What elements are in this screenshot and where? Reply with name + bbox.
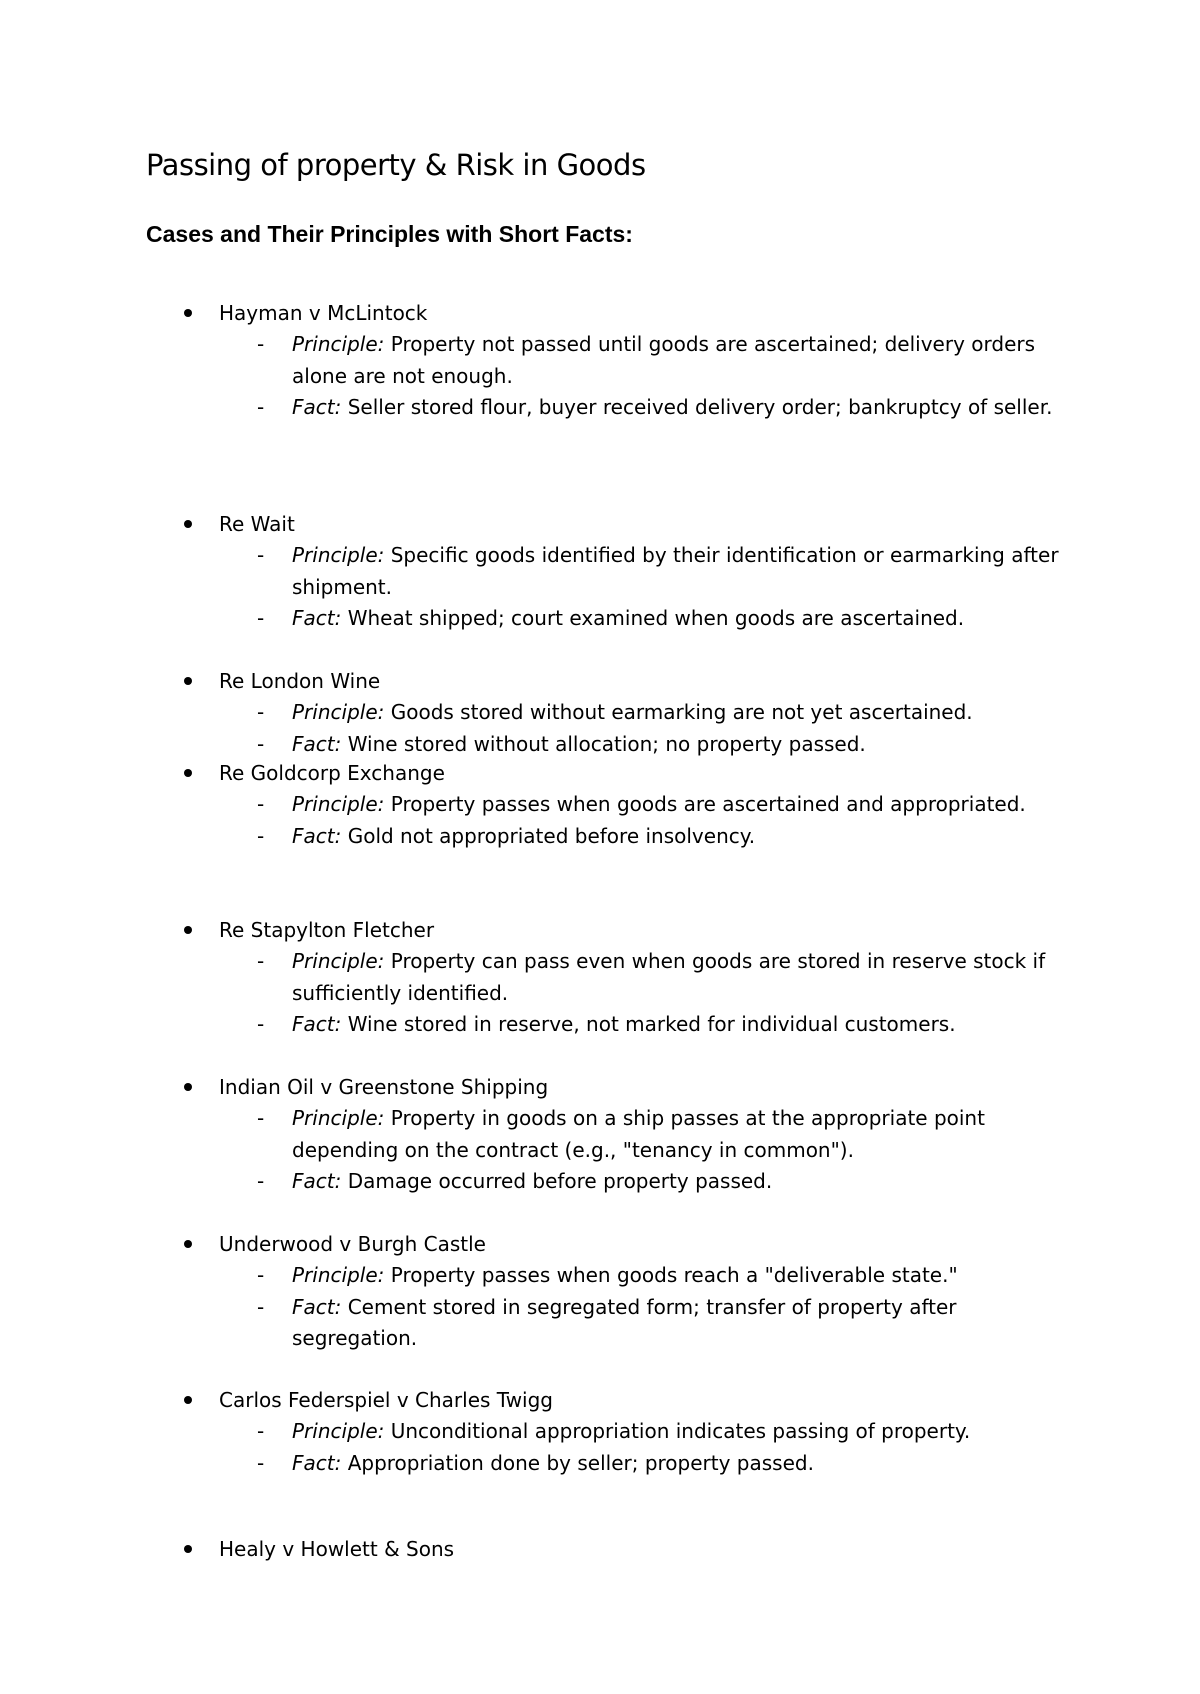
dash-icon: - xyxy=(257,949,265,973)
principle-label: Principle: xyxy=(292,792,385,816)
fact-text: Gold not appropriated before insolvency. xyxy=(347,823,756,848)
principle-label: Principle: xyxy=(292,543,385,567)
fact-text: Wheat shipped; court examined when goods are ascertained. xyxy=(347,606,965,630)
case-name: Healy v Howlett & Sons xyxy=(219,1537,455,1561)
case-principle xyxy=(257,540,1072,603)
case-principle xyxy=(257,697,1072,729)
principle-text: Goods stored without earmarking are not yet ascertained. xyxy=(390,700,973,724)
fact-label: Fact: xyxy=(292,1169,342,1193)
dash-icon: - xyxy=(257,1012,265,1036)
fact-label: Fact: xyxy=(292,395,342,419)
bullet-icon xyxy=(184,769,192,777)
principle-text: Unconditional appropriation indicates passing of property. xyxy=(390,1419,971,1443)
dash-icon: - xyxy=(257,606,265,630)
dash-icon: - xyxy=(257,700,265,724)
dash-icon: - xyxy=(257,332,265,356)
principle-text: Property can pass even when goods are stored in reserve stock if sufficiently identified. xyxy=(292,949,1046,1005)
dash-icon: - xyxy=(257,792,265,816)
case-principle xyxy=(257,329,1072,392)
dash-icon: - xyxy=(257,823,265,848)
case-principle xyxy=(257,946,1072,1009)
case-fact xyxy=(257,603,1072,635)
bullet-icon xyxy=(184,926,192,934)
dash-icon: - xyxy=(257,395,265,419)
bullet-icon xyxy=(184,1240,192,1248)
principle-text: Property passes when goods are ascertained and appropriated. xyxy=(390,792,1026,816)
principle-label: Principle: xyxy=(292,949,385,973)
case-name: Underwood v Burgh Castle xyxy=(219,1232,486,1256)
case-item xyxy=(0,1071,1200,1198)
bullet-icon xyxy=(184,677,192,685)
fact-label: Fact: xyxy=(292,1294,342,1319)
bullet-icon xyxy=(184,1083,192,1091)
case-item xyxy=(0,757,1200,852)
dash-icon: - xyxy=(257,1263,265,1287)
case-name: Carlos Federspiel v Charles Twigg xyxy=(219,1388,554,1412)
case-item xyxy=(0,914,1200,1041)
case-fact xyxy=(257,1292,1072,1355)
dash-icon: - xyxy=(257,1294,265,1319)
bullet-icon xyxy=(184,520,192,528)
fact-text: Wine stored without allocation; no property passed. xyxy=(347,731,866,756)
fact-text: Seller stored flour, buyer received delivery order; bankruptcy of seller. xyxy=(347,395,1053,419)
principle-label: Principle: xyxy=(292,1419,385,1443)
fact-label: Fact: xyxy=(292,1450,342,1475)
principle-label: Principle: xyxy=(292,332,385,356)
fact-label: Fact: xyxy=(292,1012,342,1036)
case-fact xyxy=(257,1166,1072,1198)
dash-icon: - xyxy=(257,731,265,756)
case-item xyxy=(0,1228,1200,1355)
case-fact xyxy=(257,1009,1072,1041)
dash-icon: - xyxy=(257,1169,265,1193)
case-name: Re Stapylton Fletcher xyxy=(219,918,435,942)
case-item xyxy=(0,1533,1200,1565)
case-fact xyxy=(257,1448,1072,1480)
principle-text: Property passes when goods reach a "deliverable state." xyxy=(390,1263,958,1287)
case-fact xyxy=(257,729,1072,761)
principle-label: Principle: xyxy=(292,700,385,724)
document-title: Passing of property & Risk in Goods xyxy=(146,148,646,182)
principle-label: Principle: xyxy=(292,1263,385,1287)
case-principle xyxy=(257,1103,1072,1166)
case-item xyxy=(0,1384,1200,1479)
case-principle xyxy=(257,1260,1072,1292)
dash-icon: - xyxy=(257,1419,265,1443)
fact-text: Damage occurred before property passed. xyxy=(347,1169,773,1193)
case-name: Hayman v McLintock xyxy=(219,301,428,325)
principle-text: Property not passed until goods are ascertained; delivery orders alone are not enough. xyxy=(292,332,1036,388)
case-principle xyxy=(257,789,1072,821)
case-item xyxy=(0,508,1200,635)
bullet-icon xyxy=(184,1396,192,1404)
fact-label: Fact: xyxy=(292,731,342,756)
bullet-icon xyxy=(184,1545,192,1553)
case-item xyxy=(0,665,1200,760)
bullet-icon xyxy=(184,309,192,317)
case-fact xyxy=(257,392,1072,424)
fact-text: Wine stored in reserve, not marked for individual customers. xyxy=(347,1012,956,1036)
principle-text: Specific goods identified by their identification or earmarking after shipment. xyxy=(292,543,1059,599)
case-name: Indian Oil v Greenstone Shipping xyxy=(219,1075,549,1099)
fact-label: Fact: xyxy=(292,823,342,848)
fact-text: Cement stored in segregated form; transfer of property after segregation. xyxy=(292,1294,957,1350)
case-name: Re Wait xyxy=(219,512,295,536)
dash-icon: - xyxy=(257,543,265,567)
case-item xyxy=(0,297,1200,424)
fact-label: Fact: xyxy=(292,606,342,630)
dash-icon: - xyxy=(257,1106,265,1130)
fact-text: Appropriation done by seller; property passed. xyxy=(347,1450,814,1475)
principle-label: Principle: xyxy=(292,1106,385,1130)
case-name: Re London Wine xyxy=(219,669,381,693)
case-name: Re Goldcorp Exchange xyxy=(219,761,445,785)
document-subtitle: Cases and Their Principles with Short Facts: xyxy=(146,221,633,247)
case-fact xyxy=(257,821,1072,853)
case-principle xyxy=(257,1416,1072,1448)
dash-icon: - xyxy=(257,1450,265,1475)
principle-text: Property in goods on a ship passes at the appropriate point depending on the contract (e.g., "tenancy in common"). xyxy=(292,1106,985,1162)
